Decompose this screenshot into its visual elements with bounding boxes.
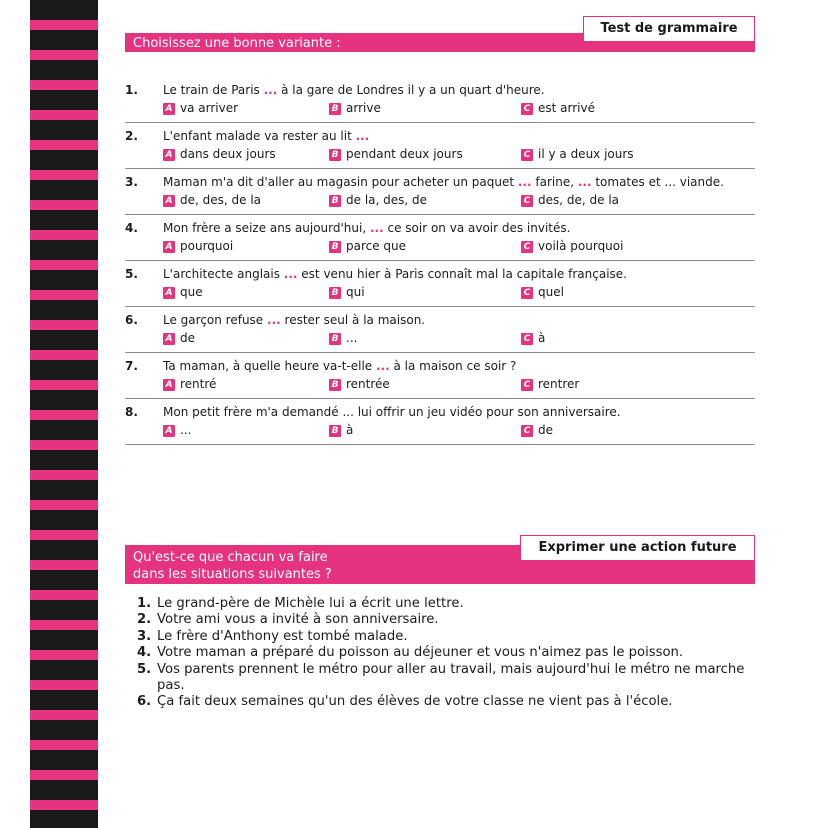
blank-marker: ... [283,267,298,281]
situation-text: Le grand-père de Michèle lui a écrit une lettre. [157,596,464,611]
option-letter-badge-c: C [521,379,533,391]
answer-option-c[interactable] [521,376,579,393]
blank-marker: ... [355,129,370,143]
question-item [125,261,755,307]
option-letter-badge-a: A [163,379,175,391]
question-item [125,169,755,215]
question-item [125,307,755,353]
question-text [163,359,755,374]
question-text [163,129,755,144]
question-number: 8. [125,405,138,419]
question-number: 6. [125,313,138,327]
answer-options [163,100,755,117]
question-text-part: Le garçon refuse [163,313,268,327]
section1-tag-label: Test de grammaire [600,21,738,36]
answer-options [163,376,755,393]
answer-option-text: de la, des, de [346,193,428,207]
question-text-part: rester seul à la maison. [280,313,426,327]
situation-item [137,645,762,661]
situation-text: Votre ami vous a invité à son anniversaire. [157,612,439,628]
question-item [125,399,755,445]
situation-number: 2. [137,612,152,628]
answer-options [163,238,755,255]
answer-option-text: pendant deux jours [346,147,463,161]
decorative-stripe-band [30,0,98,828]
section1-tag [583,16,755,42]
question-number: 5. [125,267,138,281]
answer-option-b[interactable] [329,330,521,347]
question-text-part: est venu hier à Paris connaît mal la capitale française. [297,267,627,281]
question-row [125,129,755,144]
situation-item [137,612,762,628]
answer-options [163,284,755,301]
question-row [125,175,755,190]
option-letter-badge-c: C [521,425,533,437]
answer-option-b[interactable] [329,376,521,393]
answer-option-text: est arrivé [538,101,595,115]
answer-option-b[interactable] [329,100,521,117]
answer-option-a[interactable] [163,192,329,209]
option-letter-badge-b: B [329,333,341,345]
option-letter-badge-a: A [163,103,175,115]
answer-option-text: arrive [346,101,381,115]
question-row [125,313,755,328]
question-text-part: à la gare de Londres il y a un quart d'heure. [277,83,545,97]
answer-option-a[interactable] [163,422,329,439]
situation-item [137,596,762,612]
option-letter-badge-c: C [521,195,533,207]
answer-option-a[interactable] [163,284,329,301]
section2-instruction-line2: dans les situations suivantes ? [133,567,332,582]
option-letter-badge-a: A [163,195,175,207]
answer-option-text: va arriver [180,101,239,115]
answer-option-text: rentrée [346,377,390,391]
situation-number: 1. [137,596,152,611]
question-list [125,83,755,445]
option-letter-badge-c: C [521,241,533,253]
question-text-part: L'enfant malade va rester au lit [163,129,356,143]
question-number: 4. [125,221,138,235]
option-letter-badge-b: B [329,425,341,437]
question-row [125,83,755,98]
answer-option-text: que [180,285,203,299]
situation-list [137,596,762,711]
situation-item [137,662,762,695]
question-text-part: Mon petit frère m'a demandé ... lui offrir un jeu vidéo pour son anniversaire. [163,405,621,419]
option-letter-badge-c: C [521,103,533,115]
situation-text: Le frère d'Anthony est tombé malade. [157,628,408,644]
question-text [163,267,755,282]
answer-option-text: de, des, de la [180,193,262,207]
answer-options [163,146,755,163]
answer-option-b[interactable] [329,422,521,439]
answer-option-a[interactable] [163,100,329,117]
situation-item [137,629,762,645]
answer-option-text: de [538,423,553,437]
answer-option-c[interactable] [521,422,553,439]
option-letter-badge-c: C [521,333,533,345]
question-text-part: Le train de Paris [163,83,264,97]
blank-marker: ... [369,221,384,235]
question-item [125,123,755,169]
question-number: 2. [125,129,138,143]
answer-option-text: à [538,331,546,345]
answer-option-b[interactable] [329,284,521,301]
answer-option-text: qui [346,285,365,299]
answer-option-text: de [180,331,195,345]
option-letter-badge-a: A [163,149,175,161]
blank-marker: ... [517,175,532,189]
question-row [125,267,755,282]
option-letter-badge-c: C [521,287,533,299]
answer-option-text: à [346,423,354,437]
answer-option-a[interactable] [163,376,329,393]
question-text [163,221,755,236]
situation-number: 4. [137,645,152,661]
answer-option-b[interactable] [329,146,521,163]
situation-item [137,694,762,710]
question-text [163,83,755,98]
question-text-part: Maman m'a dit d'aller au magasin pour acheter un paquet [163,175,518,189]
option-letter-badge-c: C [521,149,533,161]
option-letter-badge-b: B [329,195,341,207]
answer-options [163,330,755,347]
section2-tag-label: Exprimer une action future [538,540,737,555]
answer-option-c[interactable] [521,284,564,301]
question-row [125,359,755,374]
question-number: 1. [125,83,138,97]
question-number: 3. [125,175,138,189]
option-letter-badge-a: A [163,333,175,345]
answer-option-text: parce que [346,239,407,253]
question-item [125,353,755,399]
question-text [163,313,755,328]
question-text-part: tomates et ... viande. [591,175,724,189]
blank-marker: ... [577,175,592,189]
answer-option-text: rentré [180,377,217,391]
answer-option-a[interactable] [163,330,329,347]
question-text-part: L'architecte anglais [163,267,284,281]
blank-marker: ... [376,359,390,373]
situation-number: 3. [137,628,152,644]
answer-option-text: il y a deux jours [538,147,634,161]
answer-option-text: voilà pourquoi [538,239,624,253]
answer-option-a[interactable] [163,238,329,255]
situation-text: Votre maman a préparé du poisson au déjeuner et vous n'aimez pas le poisson. [157,645,684,661]
answer-options [163,422,755,439]
answer-options [163,192,755,209]
question-number: 7. [125,359,138,373]
option-letter-badge-b: B [329,149,341,161]
option-letter-badge-a: A [163,241,175,253]
answer-option-text: rentrer [538,377,580,391]
answer-option-c[interactable] [521,238,623,255]
question-text [163,175,755,190]
option-letter-badge-a: A [163,425,175,437]
question-text [163,405,755,420]
situation-text: Ça fait deux semaines qu'un des élèves de votre classe ne vient pas à l'école. [157,694,673,710]
question-item [125,83,755,123]
section1-instruction: Choisissez une bonne variante : [133,36,341,51]
question-row [125,405,755,420]
question-row [125,221,755,236]
option-letter-badge-b: B [329,103,341,115]
question-text-part: Ta maman, à quelle heure va-t-elle [163,359,376,373]
question-item [125,215,755,261]
situation-number: 6. [137,694,152,710]
option-letter-badge-b: B [329,379,341,391]
question-text-part: à la maison ce soir ? [389,359,517,373]
answer-option-a[interactable] [163,146,329,163]
answer-option-c[interactable] [521,192,619,209]
question-text-part: ce soir on va avoir des invités. [383,221,571,235]
answer-option-text: ... [346,331,358,345]
option-letter-badge-b: B [329,241,341,253]
answer-option-text: dans deux jours [180,147,276,161]
blank-marker: ... [267,313,281,327]
answer-option-text: pourquoi [180,239,234,253]
section2-tag [520,535,755,561]
situation-number: 5. [137,661,152,677]
situation-text: Vos parents prennent le métro pour aller au travail, mais aujourd'hui le métro ne marche pas. [157,661,745,694]
question-text-part: farine, [531,175,578,189]
section2-instruction-line1: Qu'est-ce que chacun va faire [133,550,328,565]
answer-option-text: ... [180,423,192,437]
answer-option-text: quel [538,285,564,299]
question-text-part: Mon frère a seize ans aujourd'hui, [163,221,370,235]
answer-option-b[interactable] [329,192,521,209]
option-letter-badge-a: A [163,287,175,299]
blank-marker: ... [263,83,278,97]
answer-option-c[interactable] [521,100,595,117]
answer-option-b[interactable] [329,238,521,255]
answer-option-c[interactable] [521,146,634,163]
answer-option-c[interactable] [521,330,545,347]
answer-option-text: des, de, de la [538,193,620,207]
option-letter-badge-b: B [329,287,341,299]
